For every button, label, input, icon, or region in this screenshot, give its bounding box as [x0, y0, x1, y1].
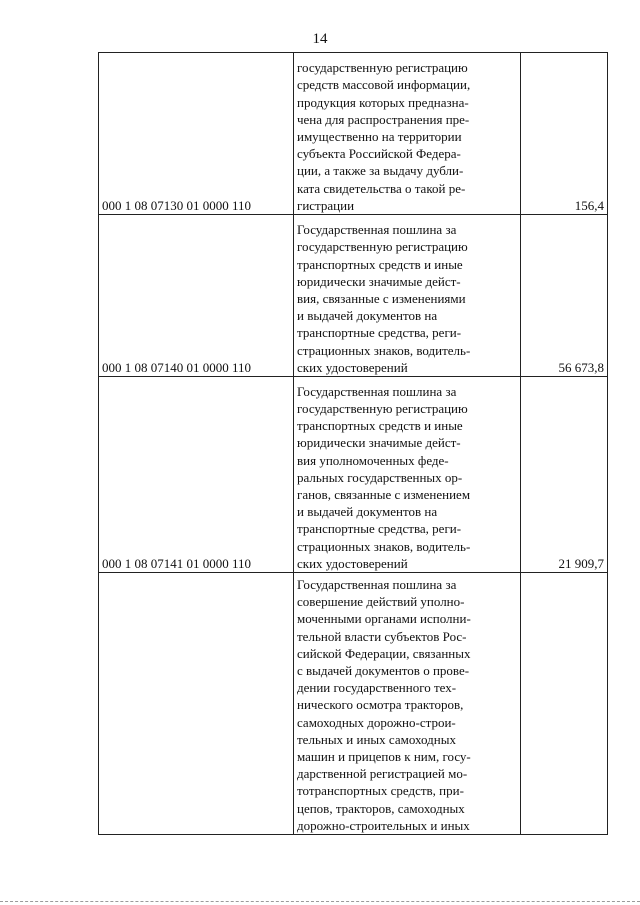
description-line: вия, связанные с изменениями — [297, 290, 466, 306]
description-line: транспортных средств и иные — [297, 418, 463, 434]
amount-cell: 156,4 — [521, 53, 608, 215]
description-line: сийской Федерации, связанных — [297, 645, 471, 661]
amount-cell — [521, 573, 608, 835]
description-line: Государственная пошлина за — [297, 576, 457, 592]
page-number: 14 — [312, 31, 328, 47]
description-line: государственную регистрацию — [297, 60, 468, 76]
description-line: самоходных дорожно-строи- — [297, 714, 456, 730]
amount-cell: 21 909,7 — [521, 377, 608, 573]
table-row — [99, 573, 608, 835]
description-line: дарственной регистрацией мо- — [297, 766, 468, 782]
description-line: и выдачей документов на — [297, 504, 438, 520]
description-line: моченными органами исполни- — [297, 611, 471, 627]
description-line: имущественно на территории — [297, 128, 462, 144]
scan-bottom-edge — [0, 901, 640, 902]
description-line: и выдачей документов на — [297, 308, 438, 324]
description-line: с выдачей документов о прове- — [297, 662, 470, 678]
table-row — [99, 215, 608, 377]
description-line: ции, а также за выдачу дубли- — [297, 163, 464, 179]
table-row — [99, 377, 608, 573]
description-line: чена для распространения пре- — [297, 111, 470, 127]
description-line: цепов, тракторов, самоходных — [297, 800, 465, 816]
description-line: транспортных средств и иные — [297, 256, 463, 272]
budget-table — [98, 52, 608, 835]
description-line: страционных знаков, водитель- — [297, 538, 471, 554]
description-line: дении государственного тех- — [297, 680, 457, 696]
description-line: вия уполномоченных феде- — [297, 452, 449, 468]
kbk-code-cell: 000 1 08 07130 01 0000 110 — [99, 53, 294, 215]
description-cell — [294, 573, 521, 835]
description-line: нического осмотра тракторов, — [297, 697, 464, 713]
description-cell — [294, 53, 521, 215]
description-line: ских удостоверений — [297, 359, 408, 375]
description-line: тельной власти субъектов Рос- — [297, 628, 467, 644]
description-cell — [294, 377, 521, 573]
description-line: ских удостоверений — [297, 555, 408, 571]
description-line: ральных государственных ор- — [297, 469, 463, 485]
description-line: Государственная пошлина за — [297, 383, 457, 399]
description-line: совершение действий уполно- — [297, 594, 465, 610]
description-line: субъекта Российской Федера- — [297, 146, 461, 162]
kbk-code-cell: 000 1 08 07140 01 0000 110 — [99, 215, 294, 377]
description-line: ката свидетельства о такой ре- — [297, 180, 466, 196]
description-line: гистрации — [297, 197, 355, 213]
kbk-code-cell: 000 1 08 07141 01 0000 110 — [99, 377, 294, 573]
description-line: продукция которых предназна- — [297, 94, 469, 110]
description-line: транспортные средства, реги- — [297, 325, 462, 341]
description-line: юридически значимые дейст- — [297, 273, 461, 289]
kbk-code-cell — [99, 573, 294, 835]
description-line: ганов, связанные с изменением — [297, 486, 471, 502]
description-line: Государственная пошлина за — [297, 222, 457, 238]
description-line: дорожно-строительных и иных — [297, 817, 470, 833]
description-line: юридически значимые дейст- — [297, 435, 461, 451]
description-cell — [294, 215, 521, 377]
table-row — [99, 53, 608, 215]
description-line: транспортные средства, реги- — [297, 521, 462, 537]
amount-cell: 56 673,8 — [521, 215, 608, 377]
description-line: государственную регистрацию — [297, 239, 468, 255]
description-line: тельных и иных самоходных — [297, 731, 456, 747]
description-line: страционных знаков, водитель- — [297, 342, 471, 358]
description-line: тотранспортных средств, при- — [297, 783, 464, 799]
budget-table-body — [99, 53, 608, 835]
description-line: средств массовой информации, — [297, 77, 471, 93]
description-line: машин и прицепов к ним, госу- — [297, 748, 471, 764]
description-line: государственную регистрацию — [297, 400, 468, 416]
